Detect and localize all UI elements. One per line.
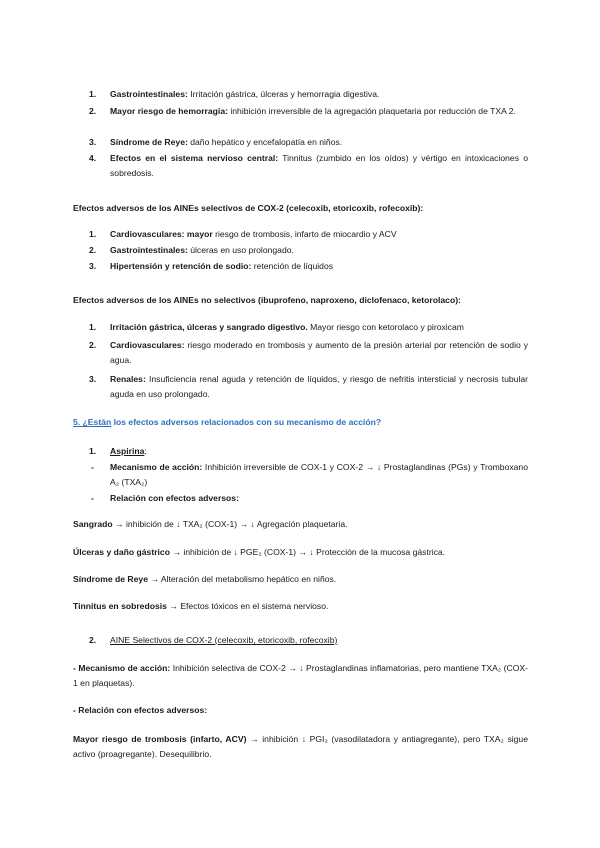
list-item <box>91 151 528 181</box>
dash-item: - Relación con efectos adversos: <box>91 493 239 503</box>
list-number: 1. <box>89 446 97 456</box>
item-text: Insuficiencia renal aguda y retención de líquidos, y riesgo de nefritis intersticial y necrosis tubular aguda en uso prolongado. <box>110 374 528 399</box>
list-item <box>91 87 528 102</box>
item-title: Mecanismo de acción: <box>110 462 203 472</box>
list-item-aine-cox2 <box>91 633 528 648</box>
para-text: → Alteración del metabolismo hepático en niños. <box>147 574 337 584</box>
list-item <box>91 259 528 274</box>
para-text: → inhibición ↓ PGI₂ (vasodilatadora y antiagregante), pero TXA₂ sigue activo (proagregante). Desequilibrio. <box>73 734 528 759</box>
item-title: Aspirina <box>110 446 145 456</box>
item-title: Efectos en el sistema nervioso central: <box>110 153 279 163</box>
paragraph <box>73 703 528 718</box>
list-number: 2. <box>89 340 97 350</box>
paragraph <box>73 661 528 691</box>
item-text: riesgo moderado en trombosis y aumento de la presión arterial por retención de sodio y agua. <box>110 340 528 365</box>
list-item <box>91 243 528 258</box>
item-title: AINE Selectivos de COX-2 (celecoxib, etoricoxib, rofecoxib) <box>110 635 338 645</box>
item-title: Cardiovasculares: <box>110 340 185 350</box>
item-text: Inhibición irreversible de COX-1 y COX-2 → ↓ Prostaglandinas (PGs) y Tromboxano A₂ (TXA₂) <box>110 462 528 487</box>
para-title: - Mecanismo de acción: <box>73 663 171 673</box>
item-title: Mayor riesgo de hemorragia: <box>110 106 228 116</box>
item-text: retención de líquidos <box>251 261 334 271</box>
list-number: 2. <box>89 635 97 645</box>
item-text: úlceras en uso prolongado. <box>187 245 294 255</box>
list-number: 3. <box>89 374 97 384</box>
item-text: riesgo de trombosis, infarto de miocardio y ACV <box>212 229 397 239</box>
para-title: Mayor riesgo de trombosis (infarto, ACV) <box>73 734 247 744</box>
para-text: → inhibición de ↓ PGE₂ (COX-1) → ↓ Protección de la mucosa gástrica. <box>169 547 446 557</box>
list-number: 2. <box>89 106 97 116</box>
list-item <box>91 227 528 242</box>
item-title: Hipertensión y retención de sodio: <box>110 261 252 271</box>
para-title: - Relación con efectos adversos: <box>73 705 208 715</box>
dash-item: - Mecanismo de acción: Inhibición irreversible de COX-1 y COX-2 → ↓ Prostaglandinas (PGs) y Tromboxano A₂ (TXA₂) <box>91 462 528 487</box>
paragraph <box>73 517 528 532</box>
item-title: Relación con efectos adversos: <box>110 493 239 503</box>
paragraph <box>73 732 528 762</box>
item-title: Cardiovasculares: mayor <box>110 229 213 239</box>
item-text: daño hepático y encefalopatía en niños. <box>187 137 343 147</box>
item-title: Irritación gástrica, úlceras y sangrado digestivo. <box>110 322 308 332</box>
item-text: Tinnitus (zumbido en los oídos) y vértigo en intoxicaciones o sobredosis. <box>110 153 528 178</box>
list-number: 1. <box>89 229 97 239</box>
para-text: → inhibición de ↓ TXA₂ (COX-1) → ↓ Agregación plaquetaria. <box>112 519 348 529</box>
para-title: Sangrado <box>73 519 113 529</box>
para-title: Síndrome de Reye <box>73 574 148 584</box>
paragraph <box>73 599 528 614</box>
item-title: Síndrome de Reye: <box>110 137 188 147</box>
list-number: 3. <box>89 137 97 147</box>
item-text: inhibición irreversible de la agregación plaquetaria por reducción de TXA 2. <box>227 106 516 116</box>
para-title: Tinnitus en sobredosis <box>73 601 167 611</box>
list-item-aspirina <box>91 444 528 459</box>
list-item <box>91 320 528 335</box>
list-number: 3. <box>89 261 97 271</box>
para-text: → Efectos tóxicos en el sistema nervioso. <box>166 601 329 611</box>
paragraph <box>73 572 528 587</box>
item-colon: : <box>144 446 147 456</box>
section-heading: Efectos adversos de los AINEs no selectivos (ibuprofeno, naproxeno, diclofenaco, ketorolaco): <box>73 295 461 305</box>
list-item <box>91 338 528 368</box>
item-title: Gastrointestinales: <box>110 89 188 99</box>
list-item <box>91 372 528 402</box>
list-number: 1. <box>89 322 97 332</box>
list-item <box>91 104 528 119</box>
section-heading: Efectos adversos de los AINEs selectivos de COX-2 (celecoxib, etoricoxib, rofecoxib): <box>73 203 424 213</box>
item-title: Gastrointestinales: <box>110 245 188 255</box>
list-item <box>91 135 528 150</box>
list-number: 2. <box>89 245 97 255</box>
question-text: los efectos adversos relacionados con su mecanismo de acción? <box>111 417 382 427</box>
question-number: 5. ¿Están <box>73 417 112 427</box>
para-title: Úlceras y daño gástrico <box>73 547 170 557</box>
paragraph <box>73 545 528 560</box>
item-text: Mayor riesgo con ketorolaco y piroxicam <box>307 322 464 332</box>
list-number: 1. <box>89 89 97 99</box>
item-title: Renales: <box>110 374 146 384</box>
question-heading <box>73 415 533 430</box>
item-text: Irritación gástrica, úlceras y hemorragia digestiva. <box>187 89 380 99</box>
list-number: 4. <box>89 153 97 163</box>
para-text: Inhibición selectiva de COX-2 → ↓ Prostaglandinas inflamatorias, pero mantiene TXA₂ (COX-1 en plaquetas). <box>73 663 528 688</box>
